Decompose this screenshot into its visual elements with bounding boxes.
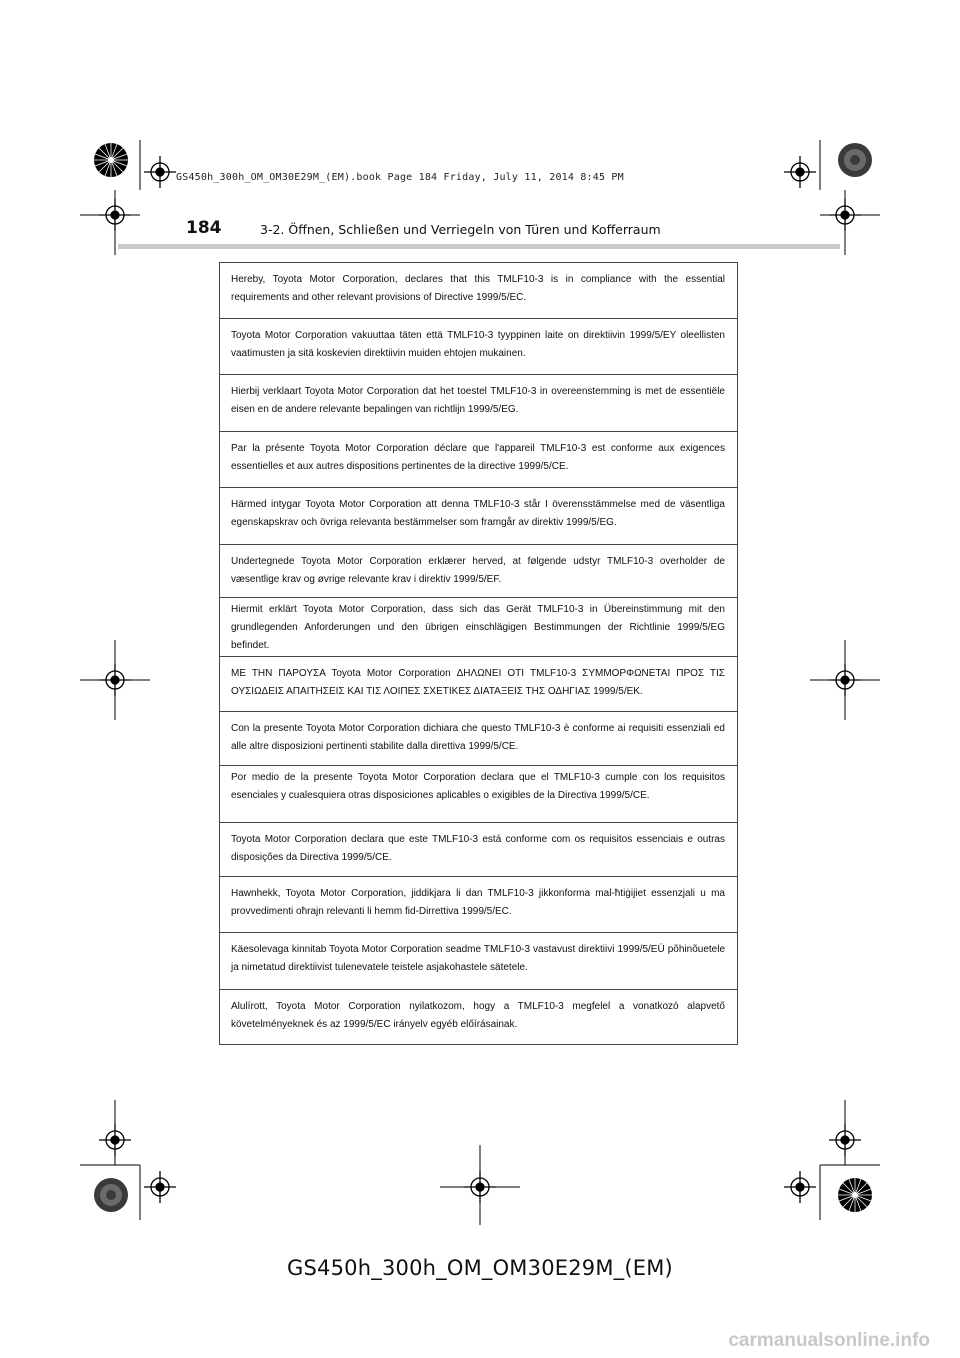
watermark-text: carmanualsonline.info bbox=[728, 1330, 930, 1351]
declaration-hungarian: Alulírott, Toyota Motor Corporation nyilatkozom, hogy a TMLF10-3 megfelel a vonatkozó alapvető követelményeknek és az 1999/5/EC irányelv egyéb előírásainak. bbox=[231, 1001, 725, 1030]
declaration-italian: Con la presente Toyota Motor Corporation dichiara che questo TMLF10-3 è conforme ai requisiti essenziali ed alle altre disposizioni pertinenti stabilite dalla direttiva 1999/5/CE. bbox=[220, 712, 737, 766]
declaration-portuguese: Toyota Motor Corporation declara que este TMLF10-3 está conforme com os requisitos essenciais e outras disposições da Directiva 1999/5/CE. bbox=[220, 823, 737, 877]
declarations-table bbox=[219, 262, 738, 1045]
footer-document-code: GS450h_300h_OM_OM30E29M_(EM) bbox=[287, 1256, 673, 1280]
declaration-danish: Undertegnede Toyota Motor Corporation erklærer herved, at følgende udstyr TMLF10-3 overholder de væsentlige krav og øvrige relevante krav i direktiv 1999/5/EF. bbox=[220, 545, 737, 598]
declaration-german: Hiermit erklärt Toyota Motor Corporation, dass sich das Gerät TMLF10-3 in Übereinstimmung mit den grundlegenden Anforderungen und den übrigen einschlägigen Bestimmungen der Richtlinie 1999/5/EG befindet. bbox=[220, 598, 737, 657]
declaration-swedish: Härmed intygar Toyota Motor Corporation att denna TMLF10-3 står I överensstämmelse med de väsentliga egenskapskrav och övriga relevanta bestämmelser som framgår av direktiv 1999/5/EG. bbox=[220, 488, 737, 545]
page-number: 184 bbox=[186, 218, 222, 238]
declaration-french: Par la présente Toyota Motor Corporation déclare que l'appareil TMLF10-3 est conforme aux exigences essentielles et aux autres dispositions pertinentes de la directive 1999/5/CE. bbox=[220, 432, 737, 488]
header-rule bbox=[118, 244, 840, 249]
print-header: GS450h_300h_OM_OM30E29M_(EM).book Page 184 Friday, July 11, 2014 8:45 PM bbox=[176, 172, 624, 183]
declaration-spanish: Por medio de la presente Toyota Motor Corporation declara que el TMLF10-3 cumple con los requisitos esenciales y cualesquiera otras disposiciones aplicables o exigibles de la Directiva 1999/5/CE. bbox=[220, 766, 737, 823]
declaration-english: Hereby, Toyota Motor Corporation, declares that this TMLF10-3 is in compliance with the essential requirements and other relevant provisions of Directive 1999/5/EC. bbox=[220, 263, 737, 319]
declaration-dutch: Hierbij verklaart Toyota Motor Corporation dat het toestel TMLF10-3 in overeenstemming is met de essentiële eisen en de andere relevante bepalingen van richtlijn 1999/5/EG. bbox=[220, 375, 737, 432]
section-title: 3-2. Öffnen, Schließen und Verriegeln von Türen und Kofferraum bbox=[260, 222, 661, 237]
declaration-finnish: Toyota Motor Corporation vakuuttaa täten että TMLF10-3 tyyppinen laite on direktiivin 1999/5/EY oleellisten vaatimusten ja sitä koskevien direktiivin muiden ehtojen mukainen. bbox=[220, 319, 737, 375]
declaration-maltese: Hawnhekk, Toyota Motor Corporation, jiddikjara li dan TMLF10-3 jikkonforma mal-ħtiġijiet essenzjali u ma provvedimenti oħrajn relevanti li hemm fid-Dirrettiva 1999/5/EC. bbox=[220, 877, 737, 933]
declaration-greek: ΜΕ ΤΗΝ ΠΑΡΟΥΣΑ Toyota Motor Corporation ΔΗΛΩΝΕΙ ΟΤΙ TMLF10-3 ΣΥΜΜΟΡΦΩΝΕΤΑΙ ΠΡΟΣ ΤΙΣ ΟΥΣΙΩΔΕΙΣ ΑΠΑΙΤΗΣΕΙΣ ΚΑΙ ΤΙΣ ΛΟΙΠΕΣ ΣΧΕΤΙΚΕΣ ΔΙΑΤΑΞΕΙΣ ΤΗΣ ΟΔΗΓΙΑΣ 1999/5/ΕΚ. bbox=[220, 657, 737, 712]
declaration-estonian: Käesolevaga kinnitab Toyota Motor Corporation seadme TMLF10-3 vastavust direktiivi 1999/5/EÜ põhinõuetele ja nimetatud direktiivist tulenevatele teistele asjakohastele sätetele. bbox=[220, 933, 737, 990]
